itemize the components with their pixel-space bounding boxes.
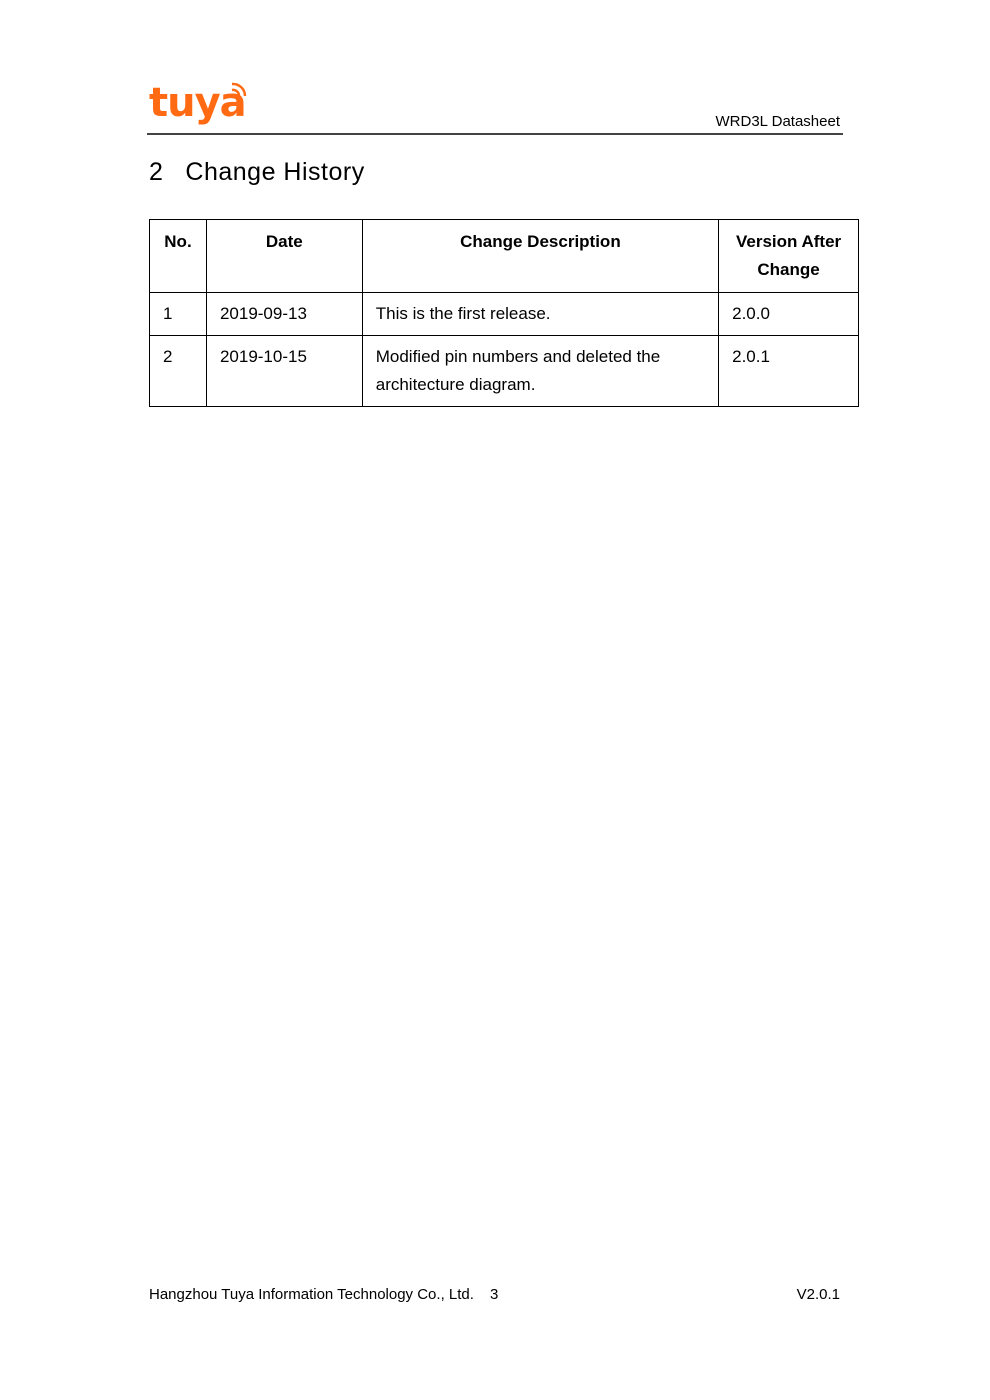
logo-text: tuya — [149, 80, 246, 126]
footer-version: V2.0.1 — [796, 1286, 840, 1303]
change-history-table — [149, 219, 859, 407]
page-number: 3 — [489, 1286, 499, 1303]
cell-date: 2019-09-13 — [206, 293, 362, 336]
cell-no: 1 — [150, 293, 207, 336]
cell-no: 2 — [150, 336, 207, 407]
table-row — [150, 336, 859, 407]
cell-version: 2.0.0 — [719, 293, 859, 336]
footer-left — [149, 1286, 498, 1303]
cell-description: Modified pin numbers and deleted the architecture diagram. — [362, 336, 718, 407]
cell-version: 2.0.1 — [719, 336, 859, 407]
header-no: No. — [150, 220, 207, 293]
cell-description: This is the first release. — [362, 293, 718, 336]
footer-company: Hangzhou Tuya Information Technology Co., Ltd. — [149, 1286, 474, 1303]
signal-icon — [229, 82, 249, 102]
section-title: Change History — [185, 158, 365, 186]
section-number: 2 — [149, 158, 164, 186]
header-divider — [147, 133, 843, 135]
header-date: Date — [206, 220, 362, 293]
section-heading — [149, 158, 365, 187]
cell-date: 2019-10-15 — [206, 336, 362, 407]
tuya-logo — [149, 80, 246, 126]
document-title: WRD3L Datasheet — [715, 113, 840, 130]
header-description: Change Description — [362, 220, 718, 293]
header-version: Version After Change — [719, 220, 859, 293]
table-row — [150, 293, 859, 336]
table-header-row — [150, 220, 859, 293]
